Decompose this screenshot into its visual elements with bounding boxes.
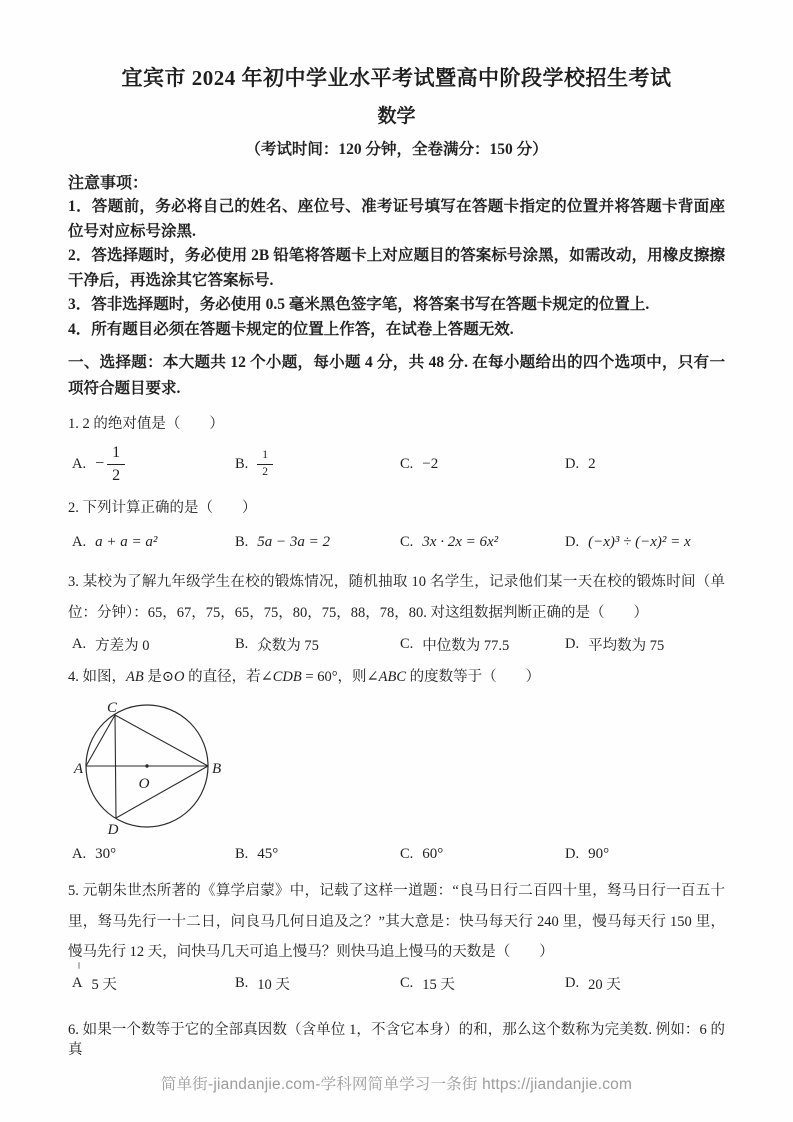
option-value: 45° bbox=[257, 845, 279, 862]
question-5-options bbox=[68, 973, 725, 995]
option-label: B. bbox=[235, 533, 249, 550]
option-value: 众数为 75 bbox=[257, 637, 319, 654]
question-4-option-a bbox=[72, 846, 235, 863]
option-label: A. bbox=[72, 635, 87, 652]
question-1-option-b bbox=[235, 449, 400, 480]
question-2-options bbox=[68, 530, 725, 554]
option-value: 方差为 0 bbox=[95, 637, 150, 654]
fraction-denominator: 2 bbox=[112, 466, 121, 484]
stem-text: 的度数等于（ ） bbox=[406, 669, 541, 685]
section-1-heading: 一、选择题：本大题共 12 个小题，每小题 4 分，共 48 分. 在每小题给出的四个选项中，只有一项符合题目要求. bbox=[68, 354, 725, 397]
math-abc: ABC bbox=[378, 669, 407, 685]
subject-title: 数学 bbox=[377, 106, 416, 127]
question-3-option-a bbox=[72, 634, 235, 655]
minus-sign: − bbox=[95, 455, 105, 472]
question-6 bbox=[68, 1020, 725, 1060]
question-3 bbox=[68, 567, 725, 655]
question-3-option-b bbox=[235, 634, 400, 655]
fraction-numerator: 1 bbox=[257, 449, 273, 465]
option-label: D. bbox=[565, 635, 580, 652]
question-1-options bbox=[68, 441, 725, 487]
question-4-options bbox=[68, 843, 725, 865]
chord-cb bbox=[115, 715, 208, 766]
option-value: 15 天 bbox=[422, 977, 455, 993]
math-ab: AB bbox=[126, 669, 144, 685]
question-1-option-a bbox=[72, 443, 235, 484]
option-label: C. bbox=[400, 845, 414, 862]
option-label: B. bbox=[235, 975, 249, 991]
question-4-option-b bbox=[235, 846, 400, 863]
option-label: D. bbox=[565, 533, 580, 550]
math-cdb: CDB bbox=[272, 669, 302, 685]
option-value: 90° bbox=[588, 845, 610, 862]
point-label-b: B bbox=[212, 761, 222, 777]
option-label: D. bbox=[565, 845, 580, 862]
option-label: D. bbox=[565, 975, 580, 991]
question-3-stem: 3. 某校为了解九年级学生在校的锻炼情况，随机抽取 10 名学生，记录他们某一天在校的锻炼时间（单位：分钟）：65，67，75，65，75，80，75，88，78，80. 对这组数据判断正确的是（ ） bbox=[68, 574, 725, 621]
option-value: −2 bbox=[422, 455, 439, 472]
option-label: C. bbox=[400, 533, 414, 550]
point-label-d: D bbox=[107, 822, 119, 838]
option-value: 3x · 2x = 6x² bbox=[422, 533, 499, 550]
stray-scan-mark bbox=[78, 962, 80, 969]
question-1 bbox=[68, 414, 725, 487]
question-2-stem: 2. 下列计算正确的是（ ） bbox=[68, 500, 257, 516]
question-4-stem bbox=[68, 667, 725, 687]
notice-heading: 注意事项： bbox=[68, 175, 149, 192]
question-2-option-d bbox=[565, 534, 725, 551]
chord-ac bbox=[86, 715, 115, 766]
question-1-stem: 1. 2 的绝对值是（ ） bbox=[68, 416, 224, 432]
question-5-option-d bbox=[565, 973, 725, 994]
chord-cd bbox=[115, 715, 116, 818]
question-5-stem: 5. 元朝朱世杰所著的《算学启蒙》中，记载了这样一道题：“良马日行二百四十里，驽马日行一百五十里，驽马先行一十二日，问良马几何日追及之？”其大意是：快马每天行 240 里，慢马每天行 150 里，慢马先行 12 天，问快马几天可追上慢马？则快马追上慢马的天数是（ ） bbox=[68, 883, 725, 960]
question-1-option-c bbox=[400, 456, 565, 473]
option-value: 平均数为 75 bbox=[588, 637, 665, 654]
option-label: A. bbox=[72, 455, 87, 472]
fraction bbox=[107, 443, 125, 484]
option-value: 60° bbox=[422, 845, 444, 862]
footer-watermark: 简单街-jiandanjie.com-学科网简单学习一条街 https://jiandanjie.com bbox=[160, 1076, 633, 1093]
option-value: 5 天 bbox=[91, 977, 117, 993]
question-5-option-c bbox=[400, 973, 565, 994]
option-label: A. bbox=[72, 533, 87, 550]
chord-db bbox=[116, 766, 208, 818]
question-5-option-a bbox=[72, 973, 235, 994]
option-value: a + a = a² bbox=[95, 533, 158, 550]
question-5 bbox=[68, 876, 725, 995]
point-label-a: A bbox=[73, 761, 83, 777]
question-3-option-c bbox=[400, 634, 565, 655]
option-label: C. bbox=[400, 975, 414, 991]
exam-meta: （考试时间：120 分钟，全卷满分：150 分） bbox=[245, 141, 548, 158]
option-label: B. bbox=[235, 635, 249, 652]
question-4-option-c bbox=[400, 846, 565, 863]
option-label: B. bbox=[235, 455, 249, 472]
question-3-option-d bbox=[565, 634, 725, 655]
option-label: C. bbox=[400, 455, 414, 472]
center-label-o: O bbox=[138, 776, 150, 792]
option-value: 中位数为 77.5 bbox=[422, 637, 510, 654]
question-4-option-d bbox=[565, 846, 725, 863]
notice-item-1: 1．答题前，务必将自己的姓名、座位号、准考证号填写在答题卡指定的位置并将答题卡背面座位号对应标号涂黑. bbox=[68, 198, 725, 240]
question-5-option-b bbox=[235, 973, 400, 994]
stem-text: 4. 如图， bbox=[68, 669, 126, 685]
circle-figure bbox=[64, 691, 725, 841]
option-label: C. bbox=[400, 635, 414, 652]
fraction bbox=[257, 449, 273, 480]
math-o: O bbox=[174, 669, 185, 685]
option-label: A bbox=[72, 975, 83, 991]
question-2 bbox=[68, 498, 725, 554]
option-value: (−x)³ ÷ (−x)² = x bbox=[588, 533, 691, 550]
question-6-stem: 6. 如果一个数等于它的全部真因数（含单位 1，不含它本身）的和，那么这个数称为完美数. 例如：6 的真 bbox=[68, 1021, 725, 1058]
question-2-option-a bbox=[72, 534, 235, 551]
option-value: 30° bbox=[95, 845, 117, 862]
stem-text: 的直径，若∠ bbox=[184, 669, 273, 685]
fraction-numerator: 1 bbox=[107, 443, 125, 464]
question-2-option-b bbox=[235, 534, 400, 551]
question-3-options bbox=[68, 633, 725, 655]
circle-diagram-svg bbox=[64, 691, 279, 841]
stem-text: = 60°，则∠ bbox=[301, 669, 379, 685]
option-label: D. bbox=[565, 455, 580, 472]
option-value: 10 天 bbox=[257, 977, 290, 993]
stem-text: 是⊙ bbox=[143, 669, 174, 685]
question-2-option-c bbox=[400, 534, 565, 551]
notice-item-4: 4．所有题目必须在答题卡规定的位置上作答，在试卷上答题无效. bbox=[68, 320, 514, 338]
question-1-option-d bbox=[565, 456, 725, 473]
option-value: 5a − 3a = 2 bbox=[257, 533, 331, 550]
notice-item-2: 2．答选择题时，务必使用 2B 铅笔将答题卡上对应题目的答案标号涂黑，如需改动，用橡皮擦擦干净后，再选涂其它答案标号. bbox=[68, 247, 725, 289]
option-label: B. bbox=[235, 845, 249, 862]
option-value: 2 bbox=[588, 455, 596, 472]
notice-item-3: 3．答非选择题时，务必使用 0.5 毫米黑色签字笔，将答案书写在答题卡规定的位置上. bbox=[68, 296, 650, 313]
option-value: 20 天 bbox=[588, 977, 621, 993]
fraction-denominator: 2 bbox=[262, 465, 269, 478]
page-title: 宜宾市 2024 年初中学业水平考试暨高中阶段学校招生考试 bbox=[121, 66, 672, 90]
question-4 bbox=[68, 667, 725, 865]
option-label: A. bbox=[72, 845, 87, 862]
point-label-c: C bbox=[106, 700, 118, 716]
